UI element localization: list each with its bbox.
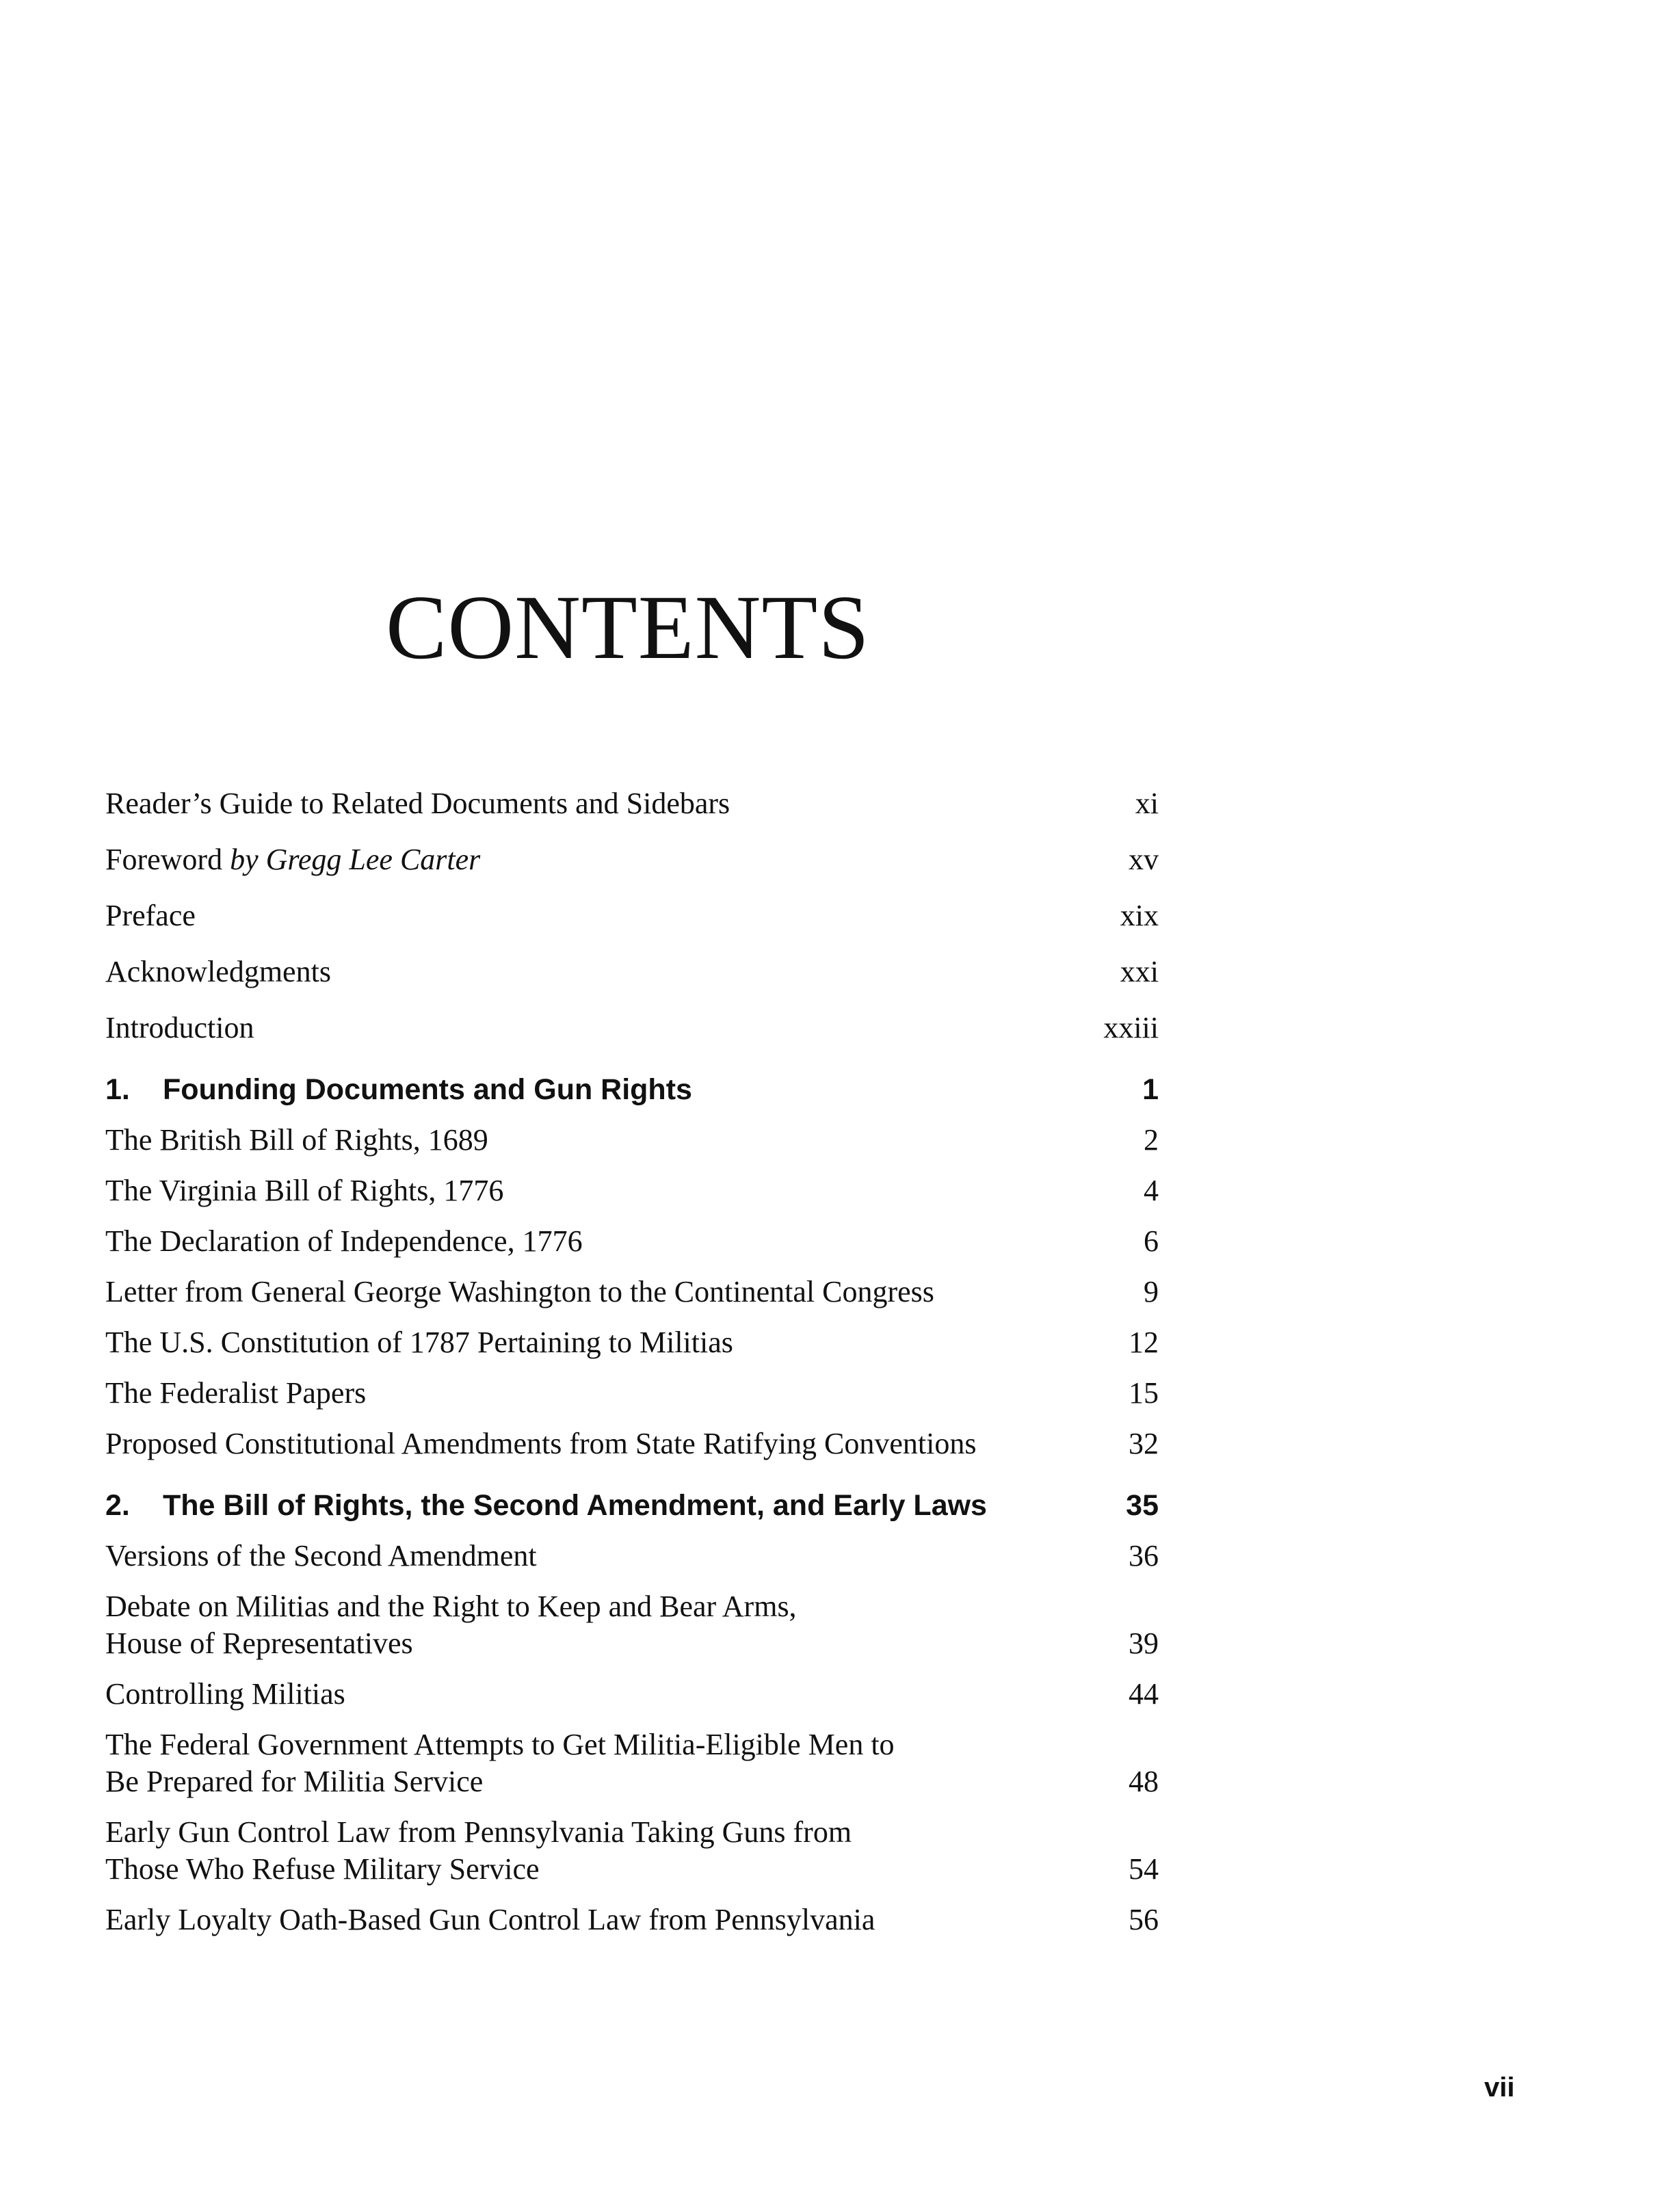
toc-entry-introduction[interactable] [105,1010,1159,1046]
toc-entry[interactable] [105,1425,1159,1462]
toc-entry[interactable] [105,1223,1159,1260]
toc-entry[interactable] [105,1172,1159,1209]
entry-page: xxi [1120,955,1159,988]
toc-entry[interactable] [105,1676,1159,1713]
entry-title-line-2: House of Representatives [105,1627,413,1660]
entry-title: Versions of the Second Amendment [105,1539,537,1572]
toc-entry[interactable] [105,1375,1159,1412]
entry-title: The Federalist Papers [105,1376,367,1410]
entry-page: 48 [1129,1765,1159,1798]
entry-page: 56 [1129,1903,1159,1936]
toc-entry[interactable] [105,1901,1159,1938]
toc-entry[interactable] [105,1274,1159,1311]
entry-title: The Declaration of Independence, 1776 [105,1224,583,1258]
chapter-title-line [105,1487,987,1524]
chapter-number: 2. [105,1489,130,1522]
entry-title [105,1726,1129,1800]
entry-title: Preface [105,899,196,932]
entry-title: Letter from General George Washington to the Continental Congress [105,1275,934,1308]
toc-entry[interactable] [105,1814,1159,1888]
chapter-page: 35 [1126,1489,1159,1522]
entry-title [105,841,1129,878]
toc-entry-readers-guide[interactable] [105,785,1159,822]
entry-title [105,1814,1129,1888]
entry-title: The U.S. Constitution of 1787 Pertaining to Militias [105,1326,733,1359]
entry-title-line-1: Debate on Militias and the Right to Keep and Bear Arms, [105,1590,797,1623]
entry-title: Acknowledgments [105,955,331,988]
entry-title: Controlling Militias [105,1677,345,1711]
entry-page: 39 [1129,1627,1159,1660]
entry-title: Introduction [105,1011,254,1044]
toc-entry[interactable] [105,1324,1159,1361]
entry-title-line-1: The Federal Government Attempts to Get Militia-Eligible Men to [105,1728,895,1761]
chapter-page: 1 [1142,1073,1159,1106]
toc-entry-foreword[interactable] [105,841,1159,878]
entry-page: xv [1129,843,1159,876]
entry-title-prefix: Foreword [105,843,230,876]
entry-title-line-2: Those Who Refuse Military Service [105,1852,540,1886]
entry-page: 9 [1144,1275,1159,1308]
page-number: vii [1484,2072,1515,2103]
entry-title: The Virginia Bill of Rights, 1776 [105,1174,504,1207]
chapter-heading[interactable] [105,1071,1159,1108]
toc-entry-acknowledgments[interactable] [105,953,1159,990]
toc-entry[interactable] [105,1588,1159,1662]
toc-entry[interactable] [105,1122,1159,1159]
entry-title-line-2: Be Prepared for Militia Service [105,1765,484,1798]
chapter-title: Founding Documents and Gun Rights [163,1073,692,1106]
entry-page: 2 [1144,1123,1159,1157]
chapter-title: The Bill of Rights, the Second Amendment, and Early Laws [163,1489,987,1522]
entry-page: 32 [1129,1427,1159,1460]
entry-title: Reader’s Guide to Related Documents and Sidebars [105,787,730,820]
toc-entry[interactable] [105,1538,1159,1575]
entry-page: 54 [1129,1852,1159,1886]
table-of-contents [105,785,1159,1952]
entry-title [105,1588,1129,1662]
entry-title: Proposed Constitutional Amendments from State Ratifying Conventions [105,1427,977,1460]
toc-entry-preface[interactable] [105,897,1159,934]
chapter-section-1 [105,1071,1159,1462]
entry-page: 44 [1129,1677,1159,1711]
toc-entry[interactable] [105,1726,1159,1800]
front-matter-list [105,785,1159,1046]
entry-page: 15 [1129,1376,1159,1410]
entry-page: xi [1135,787,1159,820]
entry-page: 6 [1144,1224,1159,1258]
entry-page: 4 [1144,1174,1159,1207]
entry-title-line-1: Early Gun Control Law from Pennsylvania Taking Guns from [105,1815,852,1849]
chapter-section-2 [105,1487,1159,1938]
entry-title: Early Loyalty Oath-Based Gun Control Law from Pennsylvania [105,1903,875,1936]
chapter-title-line [105,1071,692,1108]
entry-page: 12 [1129,1326,1159,1359]
entry-page: 36 [1129,1539,1159,1572]
entry-title-author: by Gregg Lee Carter [230,843,481,876]
page-title: CONTENTS [386,576,870,678]
entry-page: xix [1120,899,1159,932]
chapter-heading[interactable] [105,1487,1159,1524]
entry-page: xxiii [1103,1011,1159,1044]
chapter-number: 1. [105,1073,130,1106]
entry-title: The British Bill of Rights, 1689 [105,1123,488,1157]
